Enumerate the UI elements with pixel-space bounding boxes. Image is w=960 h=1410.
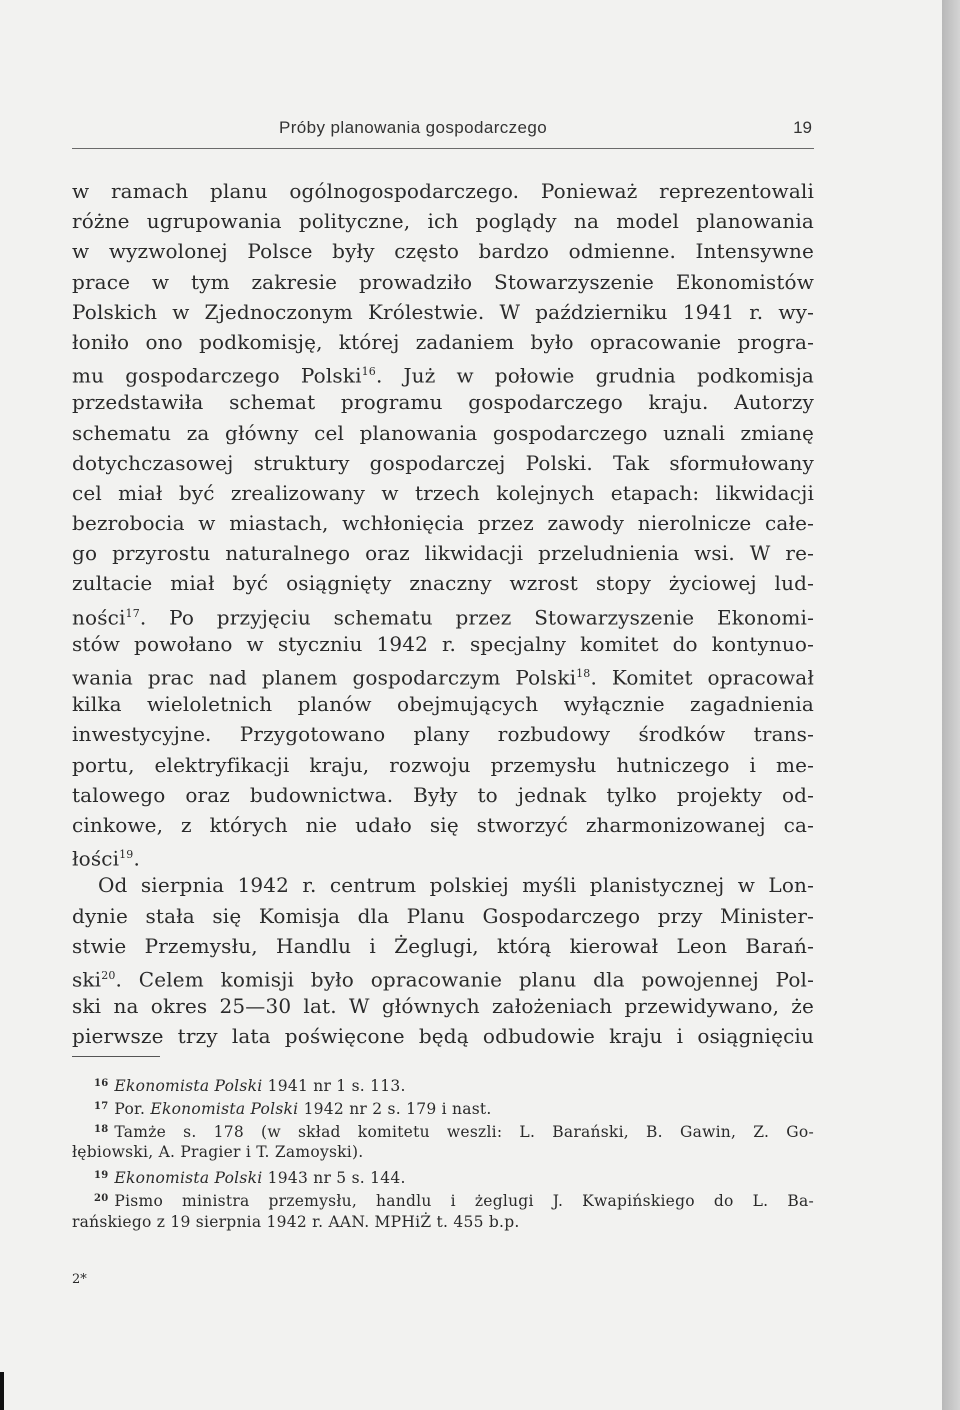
footnotes [72,1072,814,1234]
body-line: zultacie miał być osiągnięty znaczny wzrost stopy życiowej lud- [72,571,814,596]
body-text-segment: . [133,846,140,871]
footnote-ref-18: 18 [576,667,591,680]
footnote-text: 1941 nr 1 s. 113. [262,1077,406,1095]
body-line: przedstawiła schemat programu gospodarczego kraju. Autorzy [72,390,814,415]
footnote-ref-16: 16 [361,365,376,379]
footnote-18-continuation: łębiowski, A. Pragier i T. Zamoyski). [72,1143,364,1162]
printer-signature-mark: 2* [72,1272,87,1287]
body-line: bezrobocia w miastach, wchłonięcia przez zawody nierolnicze całe- [72,511,814,536]
body-line: go przyrostu naturalnego oraz likwidacji przeludnienia wsi. W re- [72,541,814,566]
body-line: prace w tym zakresie prowadziło Stowarzyszenie Ekonomistów [72,269,814,294]
body-line: w wyzwolonej Polsce były często bardzo odmienne. Intensywne [72,239,814,264]
footnote-text: Por. [114,1100,151,1119]
body-text-segment: łości [72,846,120,871]
body-line [72,961,814,991]
footnote-19 [72,1164,814,1187]
body-line: cel miał być zrealizowany w trzech kolejnych etapach: likwidacji [72,480,814,505]
body-text [72,176,814,1051]
body-text-segment: . Komitet opracował [590,665,814,690]
body-line [72,659,814,689]
body-line: Polskich w Zjednoczonym Królestwie. W październiku 1941 r. wy- [72,299,814,324]
body-line: schematu za główny cel planowania gospodarczego uznali zmianę [72,420,814,445]
body-line: łoniło ono podkomisję, której zadaniem było opracowanie progra- [72,329,814,354]
running-title: Próby planowania gospodarczego [279,118,548,137]
footnote-number: 20 [94,1193,109,1205]
body-line: inwestycyjne. Przygotowano plany rozbudowy środków trans- [72,722,814,747]
body-line: kilka wieloletnich planów obejmujących wyłącznie zagadnienia [72,692,814,717]
footnote-16 [72,1072,814,1095]
body-line: stwie Przemysłu, Handlu i Żeglugi, którą kierował Leon Barań- [72,933,814,958]
footnote-number: 17 [94,1101,109,1113]
page-number: 19 [793,118,812,137]
header-rule [72,148,814,149]
body-line: dynie stała się Komisja dla Planu Gospodarczego przy Minister- [72,903,814,928]
footnote-17 [72,1095,814,1118]
page-edge-strip [942,0,960,1410]
footnote-ref-17: 17 [125,606,140,620]
footnote-number: 16 [94,1078,109,1089]
body-line: cinkowe, z których nie udało się stworzyć zharmonizowanej ca- [72,812,814,837]
body-line: pierwsze trzy lata poświęcone będą odbudowie kraju i osiągnięciu [72,1024,814,1049]
footnote-italic-title: Ekonomista Polski [114,1169,263,1188]
footnote-20-continuation: rańskiego z 19 sierpnia 1942 r. AAN. MPHiŻ t. 455 b.p. [72,1212,520,1231]
footnote-ref-19: 19 [119,848,134,862]
body-line [72,840,814,870]
footnote-20 [72,1187,814,1210]
body-line: w ramach planu ogólnogospodarczego. Ponieważ reprezentowali [72,179,814,203]
footnote-italic-title: Ekonomista Polski [150,1100,299,1119]
body-text-segment: wania prac nad planem gospodarczym Polski [72,665,577,690]
body-line: różne ugrupowania polityczne, ich poglądy na model planowania [72,209,814,234]
body-text-segment: mu gospodarczego Polski [72,363,362,388]
footnote-text: 1942 nr 2 s. 179 i nast. [298,1100,492,1119]
body-line [72,357,814,387]
body-line: Od sierpnia 1942 r. centrum polskiej myśli planistycznej w Lon- [98,873,814,898]
footnote-rule [72,1056,160,1057]
footnote-number: 18 [94,1124,109,1136]
body-line: ski na okres 25—30 lat. W głównych założeniach przewidywano, że [72,994,814,1019]
body-line: stów powołano w styczniu 1942 r. specjalny komitet do kontynuo- [72,631,814,656]
body-text-segment: . Celem komisji było opracowanie planu dla powojennej Pol- [115,967,814,992]
running-head [72,118,814,144]
footnote-18 [72,1118,814,1141]
footnote-number: 19 [94,1170,109,1182]
footnote-text: Pismo ministra przemysłu, handlu i żeglugi J. Kwapińskiego do L. Ba- [114,1192,814,1211]
footnote-text: Tamże s. 178 (w skład komitetu weszli: L. Barański, B. Gawin, Z. Go- [114,1123,814,1142]
footnote-ref-20: 20 [101,968,116,982]
body-line: portu, elektryfikacji kraju, rozwoju przemysłu hutniczego i me- [72,752,814,777]
body-text-segment: ności [72,605,126,630]
body-text-segment: ski [72,967,102,992]
body-line: talowego oraz budownictwa. Były to jednak tylko projekty od- [72,782,814,807]
footnote-italic-title: Ekonomista Polski [114,1077,263,1095]
body-text-segment: . Już w połowie grudnia podkomisja [375,363,814,388]
body-line: dotychczasowej struktury gospodarczej Polski. Tak sformułowany [72,450,814,475]
body-line [72,599,814,629]
binding-mark [0,1372,4,1410]
footnote-text: 1943 nr 5 s. 144. [262,1169,406,1188]
body-text-segment: . Po przyjęciu schematu przez Stowarzyszenie Ekonomi- [139,605,814,630]
